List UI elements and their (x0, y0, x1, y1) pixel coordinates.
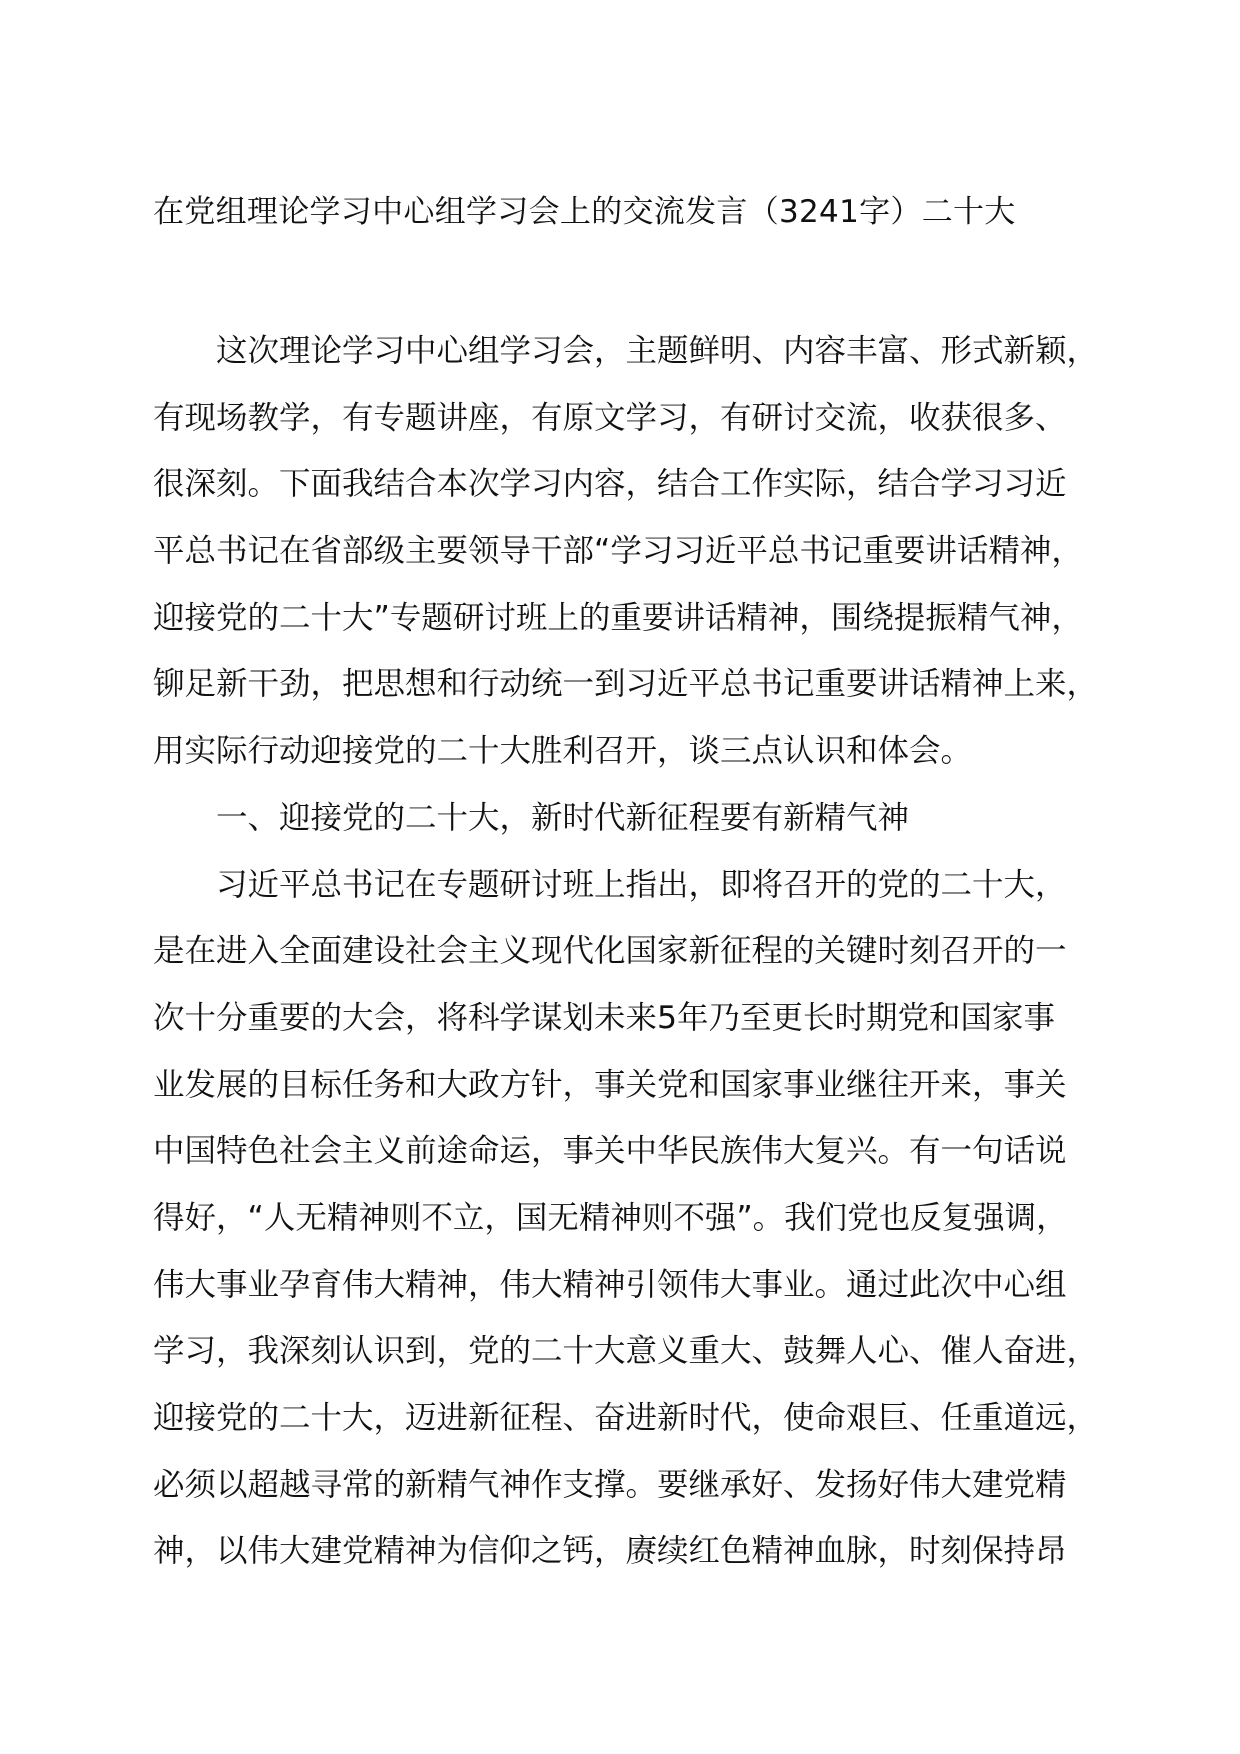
paragraph-line: 神，以伟大建党精神为信仰之钙，赓续红色精神血脉，时刻保持昂 (153, 1533, 1067, 1570)
paragraph-line: 习近平总书记在专题研讨班上指出，即将召开的党的二十大， (216, 866, 1067, 903)
section-heading: 一、迎接党的二十大，新时代新征程要有新精气神 (216, 799, 910, 836)
paragraph-line: 平总书记在省部级主要领导干部“学习习近平总书记重要讲话精神， (153, 533, 1083, 570)
paragraph-line: 很深刻。下面我结合本次学习内容，结合工作实际，结合学习习近 (153, 466, 1067, 503)
paragraph-line: 这次理论学习中心组学习会，主题鲜明、内容丰富、形式新颖， (216, 333, 1099, 369)
paragraph-line: 用实际行动迎接党的二十大胜利召开，谈三点认识和体会。 (153, 733, 973, 770)
paragraph-line: 是在进入全面建设社会主义现代化国家新征程的关键时刻召开的一 (153, 933, 1067, 970)
paragraph-line: 迎接党的二十大”专题研讨班上的重要讲话精神，围绕提振精气神， (153, 599, 1083, 636)
paragraph-line: 次十分重要的大会，将科学谋划未来5年乃至更长时期党和国家事 (153, 999, 1056, 1036)
paragraph-line: 必须以超越寻常的新精气神作支撑。要继承好、发扬好伟大建党精 (153, 1466, 1067, 1503)
paragraph-line: 有现场教学，有专题讲座，有原文学习，有研讨交流，收获很多、 (153, 399, 1067, 436)
paragraph-line: 铆足新干劲，把思想和行动统一到习近平总书记重要讲话精神上来， (153, 666, 1099, 703)
paragraph-line: 伟大事业孕育伟大精神，伟大精神引领伟大事业。通过此次中心组 (153, 1266, 1067, 1303)
paragraph-line: 得好，“人无精神则不立，国无精神则不强”。我们党也反复强调， (153, 1199, 1068, 1236)
paragraph-line: 迎接党的二十大，迈进新征程、奋进新时代，使命艰巨、任重道远， (153, 1400, 1099, 1436)
paragraph-line: 学习，我深刻认识到，党的二十大意义重大、鼓舞人心、催人奋进， (153, 1333, 1099, 1370)
document-body (153, 318, 1099, 1585)
paragraph-line: 业发展的目标任务和大政方针，事关党和国家事业继往开来，事关 (153, 1066, 1067, 1103)
paragraph-line: 中国特色社会主义前途命运，事关中华民族伟大复兴。有一句话说 (153, 1133, 1067, 1170)
document-title: 在党组理论学习中心组学习会上的交流发言（3241字）二十大 (153, 194, 1016, 230)
